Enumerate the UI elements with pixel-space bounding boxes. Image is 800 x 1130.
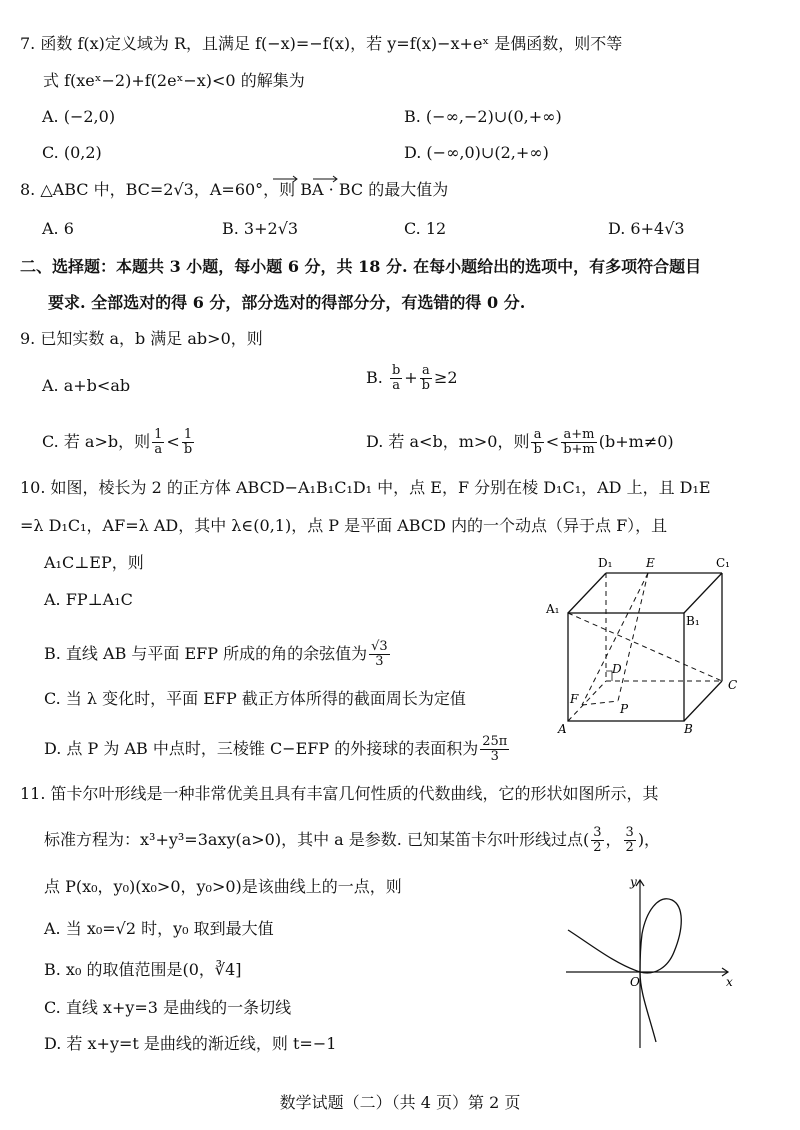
q8-option-a: A. 6 [42,219,74,238]
q9-c-frac2 [182,428,194,457]
q10-option-a: A. FP⊥A₁C [44,590,133,609]
frac-den: b [421,378,430,393]
frac-den: b [533,442,542,457]
frac-num: √3 [371,639,388,654]
label-a: A [558,722,567,736]
q10-d-frac [480,735,509,764]
frac-den: b+m [563,442,595,457]
q9-option-c [42,428,196,457]
q11-point-comma: ， [605,830,622,849]
label-c: C [728,678,738,692]
label-d: D [612,662,622,676]
q9-d-frac1 [531,428,543,457]
frac-num: 1 [154,427,163,442]
frac-den: 2 [625,840,634,855]
folium-figure [560,872,740,1052]
cube-figure [540,553,750,738]
frac-num: a [420,364,432,379]
q9-b-suffix: ≥2 [434,368,458,387]
q10-option-c: C. 当 λ 变化时，平面 EFP 截正方体所得的截面周长为定值 [44,689,466,708]
q9-d-prefix: D. 若 a<b，m>0，则 [366,432,530,451]
q9-b-frac1 [390,364,402,393]
q10-option-d [44,735,511,764]
q11-option-d: D. 若 x+y=t 是曲线的渐近线，则 t=−1 [44,1034,337,1053]
q7-option-d: D. (−∞,0)∪(2,+∞) [404,143,549,162]
q11-option-a: A. 当 x₀=√2 时，y₀ 取到最大值 [44,919,274,938]
q8-option-d: D. 6+4√3 [608,219,685,238]
label-c1: C₁ [716,556,730,570]
q10-b-frac [369,640,390,669]
q8-option-c: C. 12 [404,219,447,238]
q10-b-prefix: B. 直线 AB 与平面 EFP 所成的角的余弦值为 [44,644,368,663]
frac-num: a [531,428,543,443]
page-footer: 数学试题（二）（共 4 页）第 2 页 [279,1093,521,1112]
q11-point-x [591,826,603,855]
edge-a1-d1 [568,573,606,613]
q9-d-frac2 [561,428,597,457]
segment-f-p [582,701,618,705]
q9-c-frac1 [152,428,164,457]
label-f: F [570,692,579,706]
q7-option-b: B. (−∞,−2)∪(0,+∞) [404,107,562,126]
frac-den: 2 [593,840,602,855]
q10-option-b [44,640,392,669]
q10-stem-line1: 10. 如图，棱长为 2 的正方体 ABCD−A₁B₁C₁D₁ 中，点 E，F 分别在棱 D₁C₁，AD 上，且 D₁E [20,478,711,497]
q11-option-c: C. 直线 x+y=3 是曲线的一条切线 [44,998,292,1017]
frac-den: 3 [375,654,384,669]
frac-den: 3 [490,749,499,764]
q11-line2-prefix: 标准方程为：x³+y³=3axy(a>0)，其中 a 是参数. 已知某笛卡尔叶形线过点( [44,830,590,849]
frac-num: 3 [625,825,634,840]
section2-heading-line2: 要求. 全部选对的得 6 分，部分选对的得部分分，有选错的得 0 分. [48,293,526,312]
q9-b-mid: + [404,368,418,387]
frac-den: a [392,378,400,393]
frac-num: 3 [593,825,602,840]
q7-option-a: A. (−2,0) [42,107,116,126]
q11-stem-line2 [44,826,660,855]
q10-stem-line3: A₁C⊥EP，则 [44,553,144,572]
label-axis-y: y [630,875,637,889]
vector-arrows [271,174,349,184]
q7-stem-line2: 式 f(xeˣ−2)+f(2eˣ−x)<0 的解集为 [43,71,305,90]
q9-b-prefix: B. [366,368,383,387]
frac-num: a+m [561,428,597,443]
q7-stem-line1: 7. 函数 f(x)定义域为 R，且满足 f(−x)=−f(x)，若 y=f(x)−x+eˣ 是偶函数，则不等 [20,34,623,53]
q9-c-mid: < [166,432,180,451]
edge-b1-c1 [684,573,722,613]
q11-line2-suffix: )， [637,830,661,849]
q11-stem-line3: 点 P(x₀，y₀)(x₀>0，y₀>0)是该曲线上的一点，则 [44,877,402,896]
q9-stem: 9. 已知实数 a，b 满足 ab>0，则 [20,329,263,348]
frac-den: b [183,442,193,457]
label-a1: A₁ [546,602,560,616]
q11-stem-line1: 11. 笛卡尔叶形线是一种非常优美且具有丰富几何性质的代数曲线，它的形状如图所示，其 [20,784,659,803]
section2-heading-line1: 二、选择题：本题共 3 小题，每小题 6 分，共 18 分. 在每小题给出的选项中，有多项符合题目 [20,257,702,276]
frac-den: a [154,442,163,457]
q9-option-b [366,364,458,393]
q11-option-b: B. x₀ 的取值范围是(0，∛4] [44,960,242,979]
q9-d-mid: < [545,432,560,451]
segment-e-p [618,573,648,701]
folium-curve [568,899,681,1042]
segment-e-f [582,573,648,705]
q9-option-a: A. a+b<ab [42,376,131,395]
label-axis-x: x [726,975,733,989]
label-b1: B₁ [686,614,700,628]
q7-option-c: C. (0,2) [42,143,102,162]
label-d1: D₁ [598,556,613,570]
q10-d-prefix: D. 点 P 为 AB 中点时，三棱锥 C−EFP 的外接球的表面积为 [44,739,479,758]
q9-c-prefix: C. 若 a>b，则 [42,432,151,451]
label-b: B [684,722,693,736]
q11-point-y [624,826,636,855]
label-p: P [620,702,629,716]
frac-num: b [391,363,401,378]
q9-d-suffix: (b+m≠0) [598,432,674,451]
frac-num: 25π [482,734,508,749]
frac-num: 1 [182,428,194,443]
q8-option-b: B. 3+2√3 [222,219,299,238]
q9-option-d [366,428,674,457]
label-e: E [646,556,655,570]
q8-stem: 8. △ABC 中，BC=2√3，A=60°，则 BA · BC 的最大值为 [20,180,449,199]
edge-b-c [684,681,722,721]
label-origin: O [630,975,640,989]
q9-b-frac2 [420,364,432,393]
q10-stem-line2: =λ D₁C₁，AF=λ AD，其中 λ∈(0,1)，点 P 是平面 ABCD 内的一个动点（异于点 F），且 [20,516,668,535]
